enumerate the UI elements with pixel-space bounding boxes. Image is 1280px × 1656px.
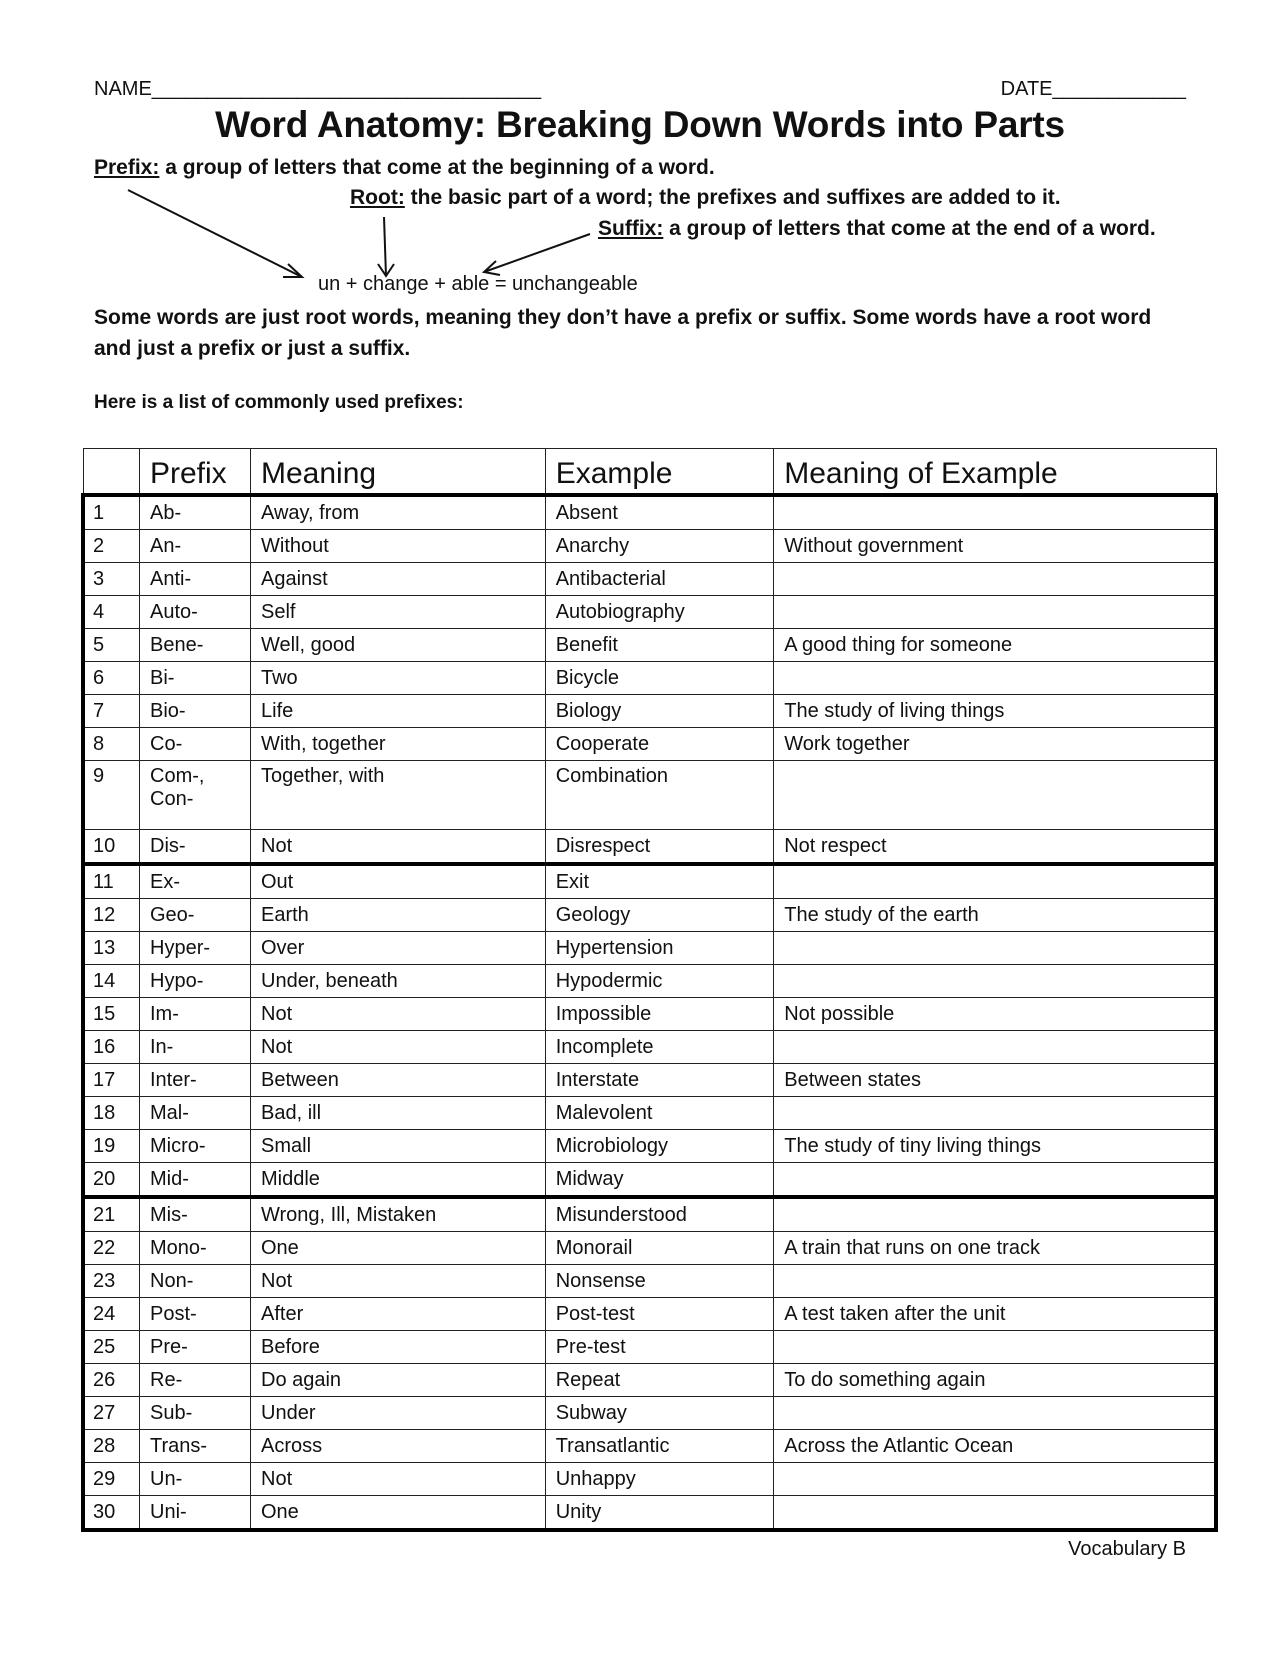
example-cell: Midway: [545, 1163, 774, 1198]
row-number: 24: [83, 1298, 140, 1331]
example-meaning-cell: The study of the earth: [774, 899, 1216, 932]
header-number: [83, 449, 140, 496]
table-body: [83, 495, 1216, 1530]
header-meaning: Meaning: [251, 449, 546, 496]
example-meaning-cell: [774, 1397, 1216, 1430]
example-meaning-cell: [774, 495, 1216, 530]
table-header-row: [83, 449, 1216, 496]
meaning-cell: Not: [251, 1031, 546, 1064]
row-number: 2: [83, 530, 140, 563]
table-row: [83, 998, 1216, 1031]
row-number: 13: [83, 932, 140, 965]
meaning-cell: Not: [251, 830, 546, 865]
example-cell: Biology: [545, 695, 774, 728]
meaning-cell: With, together: [251, 728, 546, 761]
example-cell: Absent: [545, 495, 774, 530]
prefix-cell: Dis-: [140, 830, 251, 865]
table-row: [83, 695, 1216, 728]
row-number: 10: [83, 830, 140, 865]
meaning-cell: Bad, ill: [251, 1097, 546, 1130]
example-meaning-cell: [774, 1031, 1216, 1064]
example-meaning-cell: [774, 1265, 1216, 1298]
row-number: 3: [83, 563, 140, 596]
example-cell: Malevolent: [545, 1097, 774, 1130]
page-title: Word Anatomy: Breaking Down Words into Parts: [215, 104, 1065, 145]
table-row: [83, 662, 1216, 695]
example-cell: Antibacterial: [545, 563, 774, 596]
root-text: the basic part of a word; the prefixes and suffixes are added to it.: [404, 186, 1061, 209]
table-row: [83, 1496, 1216, 1531]
prefix-cell: Inter-: [140, 1064, 251, 1097]
prefix-cell: Uni-: [140, 1496, 251, 1531]
date-field-label: DATE____________: [1000, 78, 1186, 100]
explanation-paragraph: Some words are just root words, meaning they don’t have a prefix or suffix. Some words have a root word and just a prefix or just a suffix.: [94, 306, 1152, 360]
suffix-arrow: [484, 234, 590, 272]
example-meaning-cell: [774, 1463, 1216, 1496]
prefix-cell: Co-: [140, 728, 251, 761]
header-meaning-of-example: Meaning of Example: [774, 449, 1216, 496]
name-field-label: NAME___________________________________: [94, 78, 542, 100]
prefix-cell: Hyper-: [140, 932, 251, 965]
row-number: 26: [83, 1364, 140, 1397]
meaning-cell: Earth: [251, 899, 546, 932]
prefix-cell: Ex-: [140, 864, 251, 899]
example-meaning-cell: Not possible: [774, 998, 1216, 1031]
row-number: 8: [83, 728, 140, 761]
row-number: 11: [83, 864, 140, 899]
meaning-cell: Under, beneath: [251, 965, 546, 998]
example-cell: Combination: [545, 761, 774, 830]
root-term: Root:: [350, 186, 405, 209]
example-cell: Geology: [545, 899, 774, 932]
example-meaning-cell: Work together: [774, 728, 1216, 761]
row-number: 18: [83, 1097, 140, 1130]
example-meaning-cell: Without government: [774, 530, 1216, 563]
example-formula: un + change + able = unchangeable: [318, 273, 638, 295]
table-row: [83, 864, 1216, 899]
row-number: 6: [83, 662, 140, 695]
example-meaning-cell: A train that runs on one track: [774, 1232, 1216, 1265]
prefix-definition: [94, 156, 715, 180]
example-cell: Bicycle: [545, 662, 774, 695]
table-row: [83, 530, 1216, 563]
example-meaning-cell: [774, 662, 1216, 695]
meaning-cell: After: [251, 1298, 546, 1331]
row-number: 9: [83, 761, 140, 830]
row-number: 4: [83, 596, 140, 629]
example-meaning-cell: [774, 1163, 1216, 1198]
example-cell: Hypodermic: [545, 965, 774, 998]
list-intro: Here is a list of commonly used prefixes:: [94, 392, 464, 413]
meaning-cell: Not: [251, 1265, 546, 1298]
prefix-arrow: [128, 190, 302, 277]
meaning-cell: Together, with: [251, 761, 546, 830]
example-cell: Post-test: [545, 1298, 774, 1331]
meaning-cell: Away, from: [251, 495, 546, 530]
meaning-cell: Under: [251, 1397, 546, 1430]
prefix-cell: Bio-: [140, 695, 251, 728]
prefix-cell: An-: [140, 530, 251, 563]
meaning-cell: Before: [251, 1331, 546, 1364]
example-cell: Cooperate: [545, 728, 774, 761]
row-number: 23: [83, 1265, 140, 1298]
table-row: [83, 1463, 1216, 1496]
row-number: 30: [83, 1496, 140, 1531]
table-row: [83, 1298, 1216, 1331]
table-row: [83, 1197, 1216, 1232]
meaning-cell: Out: [251, 864, 546, 899]
example-cell: Misunderstood: [545, 1197, 774, 1232]
row-number: 28: [83, 1430, 140, 1463]
root-arrow: [384, 217, 386, 276]
example-cell: Microbiology: [545, 1130, 774, 1163]
prefix-cell: Mal-: [140, 1097, 251, 1130]
example-meaning-cell: Across the Atlantic Ocean: [774, 1430, 1216, 1463]
prefix-cell: Un-: [140, 1463, 251, 1496]
meaning-cell: One: [251, 1232, 546, 1265]
prefix-cell: Hypo-: [140, 965, 251, 998]
table-row: [83, 1031, 1216, 1064]
row-number: 15: [83, 998, 140, 1031]
example-meaning-cell: To do something again: [774, 1364, 1216, 1397]
row-number: 12: [83, 899, 140, 932]
example-cell: Pre-test: [545, 1331, 774, 1364]
row-number: 16: [83, 1031, 140, 1064]
table-row: [83, 761, 1216, 830]
example-cell: Transatlantic: [545, 1430, 774, 1463]
example-cell: Repeat: [545, 1364, 774, 1397]
example-meaning-cell: [774, 596, 1216, 629]
prefix-cell: Sub-: [140, 1397, 251, 1430]
header-example: Example: [545, 449, 774, 496]
meaning-cell: Small: [251, 1130, 546, 1163]
example-cell: Nonsense: [545, 1265, 774, 1298]
meaning-cell: Against: [251, 563, 546, 596]
meaning-cell: Life: [251, 695, 546, 728]
example-cell: Anarchy: [545, 530, 774, 563]
table-row: [83, 1397, 1216, 1430]
example-meaning-cell: [774, 761, 1216, 830]
table-row: [83, 1097, 1216, 1130]
meaning-cell: Across: [251, 1430, 546, 1463]
row-number: 1: [83, 495, 140, 530]
row-number: 29: [83, 1463, 140, 1496]
meaning-cell: Do again: [251, 1364, 546, 1397]
example-meaning-cell: A test taken after the unit: [774, 1298, 1216, 1331]
prefix-cell: Anti-: [140, 563, 251, 596]
example-cell: Benefit: [545, 629, 774, 662]
example-cell: Subway: [545, 1397, 774, 1430]
prefix-cell: Mono-: [140, 1232, 251, 1265]
example-cell: Disrespect: [545, 830, 774, 865]
meaning-cell: Two: [251, 662, 546, 695]
example-meaning-cell: [774, 1197, 1216, 1232]
example-cell: Monorail: [545, 1232, 774, 1265]
suffix-text: a group of letters that come at the end of a word.: [663, 217, 1156, 240]
meaning-cell: Between: [251, 1064, 546, 1097]
example-meaning-cell: [774, 1097, 1216, 1130]
example-cell: Incomplete: [545, 1031, 774, 1064]
table-row: [83, 899, 1216, 932]
table-row: [83, 932, 1216, 965]
example-meaning-cell: The study of living things: [774, 695, 1216, 728]
prefix-cell: Im-: [140, 998, 251, 1031]
root-definition: [350, 186, 1061, 210]
table-row: [83, 1064, 1216, 1097]
prefix-cell: Post-: [140, 1298, 251, 1331]
footer-label: Vocabulary B: [1068, 1538, 1186, 1560]
example-cell: Hypertension: [545, 932, 774, 965]
meaning-cell: Middle: [251, 1163, 546, 1198]
prefix-cell: Non-: [140, 1265, 251, 1298]
prefix-cell: Bi-: [140, 662, 251, 695]
row-number: 7: [83, 695, 140, 728]
example-meaning-cell: A good thing for someone: [774, 629, 1216, 662]
table-row: [83, 596, 1216, 629]
example-meaning-cell: [774, 965, 1216, 998]
example-meaning-cell: The study of tiny living things: [774, 1130, 1216, 1163]
suffix-definition: [598, 217, 1156, 241]
table-row: [83, 1331, 1216, 1364]
prefix-cell: Re-: [140, 1364, 251, 1397]
prefix-cell: Auto-: [140, 596, 251, 629]
prefix-cell: Com-, Con-: [140, 761, 251, 830]
example-cell: Autobiography: [545, 596, 774, 629]
row-number: 20: [83, 1163, 140, 1198]
prefix-cell: Bene-: [140, 629, 251, 662]
example-cell: Interstate: [545, 1064, 774, 1097]
header-prefix: Prefix: [140, 449, 251, 496]
table-row: [83, 1430, 1216, 1463]
example-meaning-cell: [774, 1496, 1216, 1531]
table-row: [83, 563, 1216, 596]
example-meaning-cell: [774, 932, 1216, 965]
row-number: 17: [83, 1064, 140, 1097]
table-row: [83, 629, 1216, 662]
example-meaning-cell: Between states: [774, 1064, 1216, 1097]
prefix-cell: Trans-: [140, 1430, 251, 1463]
example-cell: Unhappy: [545, 1463, 774, 1496]
prefix-text: a group of letters that come at the beginning of a word.: [159, 156, 715, 179]
example-cell: Impossible: [545, 998, 774, 1031]
row-number: 19: [83, 1130, 140, 1163]
prefix-cell: Mid-: [140, 1163, 251, 1198]
example-cell: Unity: [545, 1496, 774, 1531]
table-row: [83, 495, 1216, 530]
meaning-cell: Over: [251, 932, 546, 965]
table-row: [83, 1232, 1216, 1265]
row-number: 27: [83, 1397, 140, 1430]
prefix-cell: Micro-: [140, 1130, 251, 1163]
meaning-cell: Self: [251, 596, 546, 629]
prefix-cell: Ab-: [140, 495, 251, 530]
meaning-cell: One: [251, 1496, 546, 1531]
table-row: [83, 1265, 1216, 1298]
table-row: [83, 728, 1216, 761]
example-meaning-cell: Not respect: [774, 830, 1216, 865]
meaning-cell: Not: [251, 1463, 546, 1496]
prefix-term: Prefix:: [94, 156, 160, 179]
meaning-cell: Well, good: [251, 629, 546, 662]
prefix-table: [81, 448, 1218, 1532]
table-row: [83, 830, 1216, 865]
example-meaning-cell: [774, 563, 1216, 596]
prefix-cell: Pre-: [140, 1331, 251, 1364]
prefix-cell: Mis-: [140, 1197, 251, 1232]
row-number: 25: [83, 1331, 140, 1364]
row-number: 22: [83, 1232, 140, 1265]
row-number: 14: [83, 965, 140, 998]
row-number: 5: [83, 629, 140, 662]
example-meaning-cell: [774, 1331, 1216, 1364]
table-row: [83, 1163, 1216, 1198]
prefix-cell: In-: [140, 1031, 251, 1064]
table-row: [83, 1130, 1216, 1163]
table-row: [83, 965, 1216, 998]
row-number: 21: [83, 1197, 140, 1232]
example-meaning-cell: [774, 864, 1216, 899]
meaning-cell: Without: [251, 530, 546, 563]
table-row: [83, 1364, 1216, 1397]
meaning-cell: Wrong, Ill, Mistaken: [251, 1197, 546, 1232]
suffix-term: Suffix:: [598, 217, 664, 240]
meaning-cell: Not: [251, 998, 546, 1031]
prefix-cell: Geo-: [140, 899, 251, 932]
example-cell: Exit: [545, 864, 774, 899]
